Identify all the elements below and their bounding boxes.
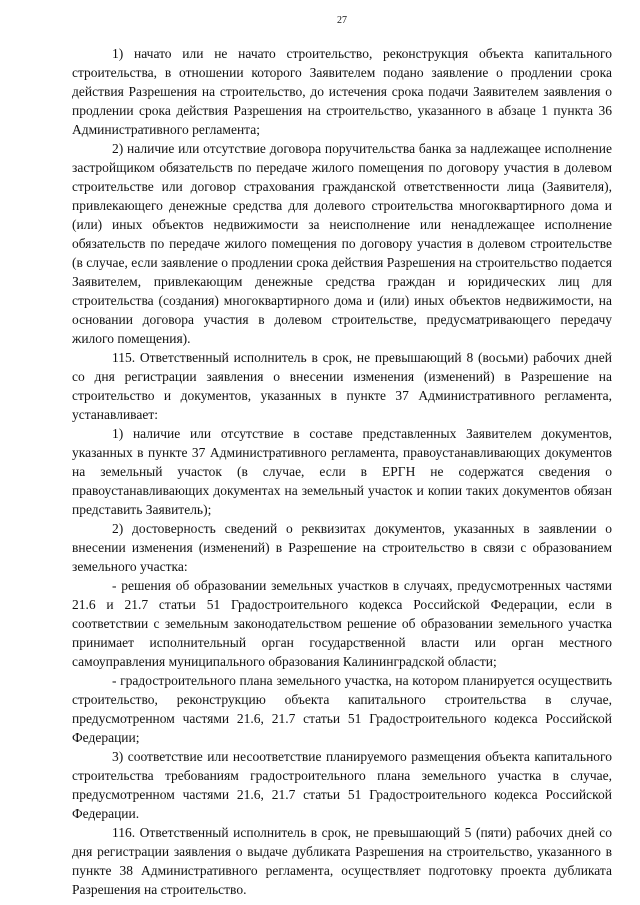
paragraph-item-3: 3) соответствие или несоответствие планируемого размещения объекта капитального строительства требованиям градостроительного плана земельного участка в случае, предусмотренном частями 21.6, 21.7 статьи 51 Градостроительного кодекса Российской Федерации. (72, 749, 612, 821)
paragraph-item-1: 1) наличие или отсутствие в составе представленных Заявителем документов, указанных в пункте 37 Административного регламента, правоустанавливающих документов на земельный участок (в случае, если в ЕРГН не содержатся сведения о правоустанавливающих документах на земельный участок и копии таких документов обязан представить Заявитель); (72, 426, 612, 517)
paragraph-dash-item: - решения об образовании земельных участков в случаях, предусмотренных частями 21.6 и 21.7 статьи 51 Градостроительного кодекса Российской Федерации, если в соответствии с земельным законодательством решение об образовании земельного участка принимает исполнительный орган государственной власти или орган местного самоуправления муниципального образования Калининградской области; (72, 578, 612, 669)
paragraph-clause-115: 115. Ответственный исполнитель в срок, не превышающий 8 (восьми) рабочих дней со дня регистрации заявления о внесении изменения (изменений) в Разрешение на строительство и документов, указанных в пункте 37 Административного регламента, устанавливает: (72, 350, 612, 422)
paragraph-item-2: 2) достоверность сведений о реквизитах документов, указанных в заявлении о внесении изменения (изменений) в Разрешение на строительство в связи с образованием земельного участка: (72, 521, 612, 574)
paragraph-item-1: 1) начато или не начато строительство, реконструкция объекта капитального строительства, в отношении которого Заявителем подано заявление о продлении срока действия Разрешения на строительство, до истечения срока подачи Заявителем заявления о продлении срока действия Разрешения на строительство, указанного в абзаце 1 пункта 36 Административного регламента; (72, 46, 612, 137)
page-number: 27 (337, 15, 347, 26)
paragraph-clause-116: 116. Ответственный исполнитель в срок, не превышающий 5 (пяти) рабочих дней со дня регистрации заявления о выдаче дубликата Разрешения на строительство, указанного в пункте 38 Административного регламента, осуществляет подготовку проекта дубликата Разрешения на строительство. (72, 825, 612, 897)
paragraph-item-2: 2) наличие или отсутствие договора поручительства банка за надлежащее исполнение застройщиком обязательств по передаче жилого помещения по договору участия в долевом строительстве или договор страхования гражданской ответственности лица (Заявителя), привлекающего денежные средства для долевого строительства многоквартирного дома и (или) иных объектов недвижимости за неисполнение или ненадлежащее исполнение обязательств по передаче жилого помещения по договору участия в долевом строительстве (в случае, если заявление о продлении срока действия Разрешения на строительство подается Заявителем, привлекающим денежные средства граждан и юридических лиц для строительства (создания) многоквартирного дома и (или) иных объектов недвижимости, на основании договора участия в долевом строительстве, предусматривающего передачу жилого помещения). (72, 141, 612, 346)
paragraph-dash-item: - градостроительного плана земельного участка, на котором планируется осуществить строительство, реконструкцию объекта капитального строительства в случае, предусмотренном частями 21.6, 21.7 статьи 51 Градостроительного кодекса Российской Федерации; (72, 673, 612, 745)
